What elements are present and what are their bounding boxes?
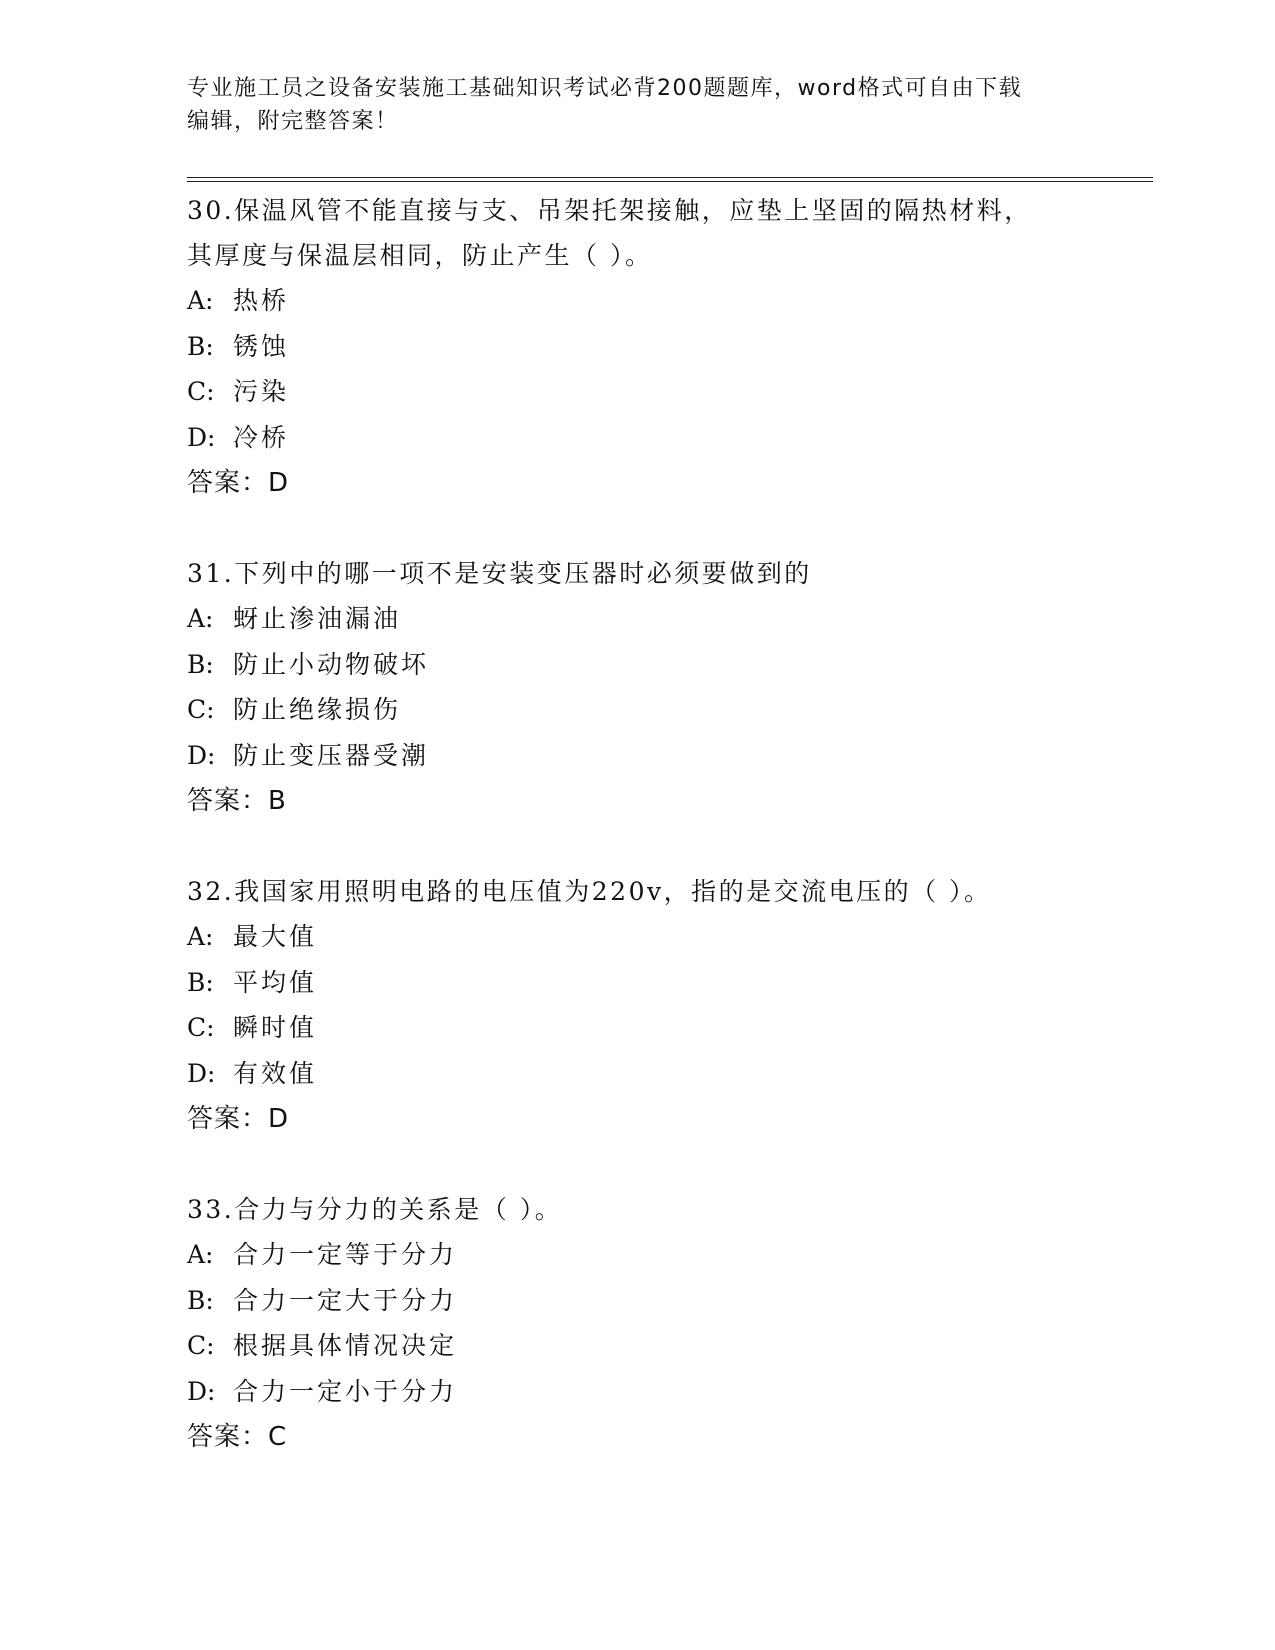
option-a <box>187 278 1147 324</box>
question-text: 32.我国家用照明电路的电压值为220v，指的是交流电压的（ ）。 <box>187 877 992 906</box>
option-key: D: <box>187 740 216 770</box>
option-text: 防止变压器受潮 <box>233 740 430 770</box>
option-key: A: <box>187 922 214 951</box>
question-text: 30.保温风管不能直接与支、吊架托架接触，应垫上坚固的隔热材料， <box>187 196 1032 225</box>
option-key: B: <box>187 331 214 361</box>
option-text: 最大值 <box>233 922 318 951</box>
option-text: 热桥 <box>233 286 290 315</box>
option-b <box>187 960 1147 1006</box>
option-text: 蚜止渗油漏油 <box>233 604 402 633</box>
option-d <box>187 415 1147 461</box>
option-key: A: <box>187 604 214 633</box>
option-key: A: <box>187 1240 214 1269</box>
option-c <box>187 1005 1147 1051</box>
question-list <box>187 188 1147 1505</box>
option-key: A: <box>187 286 214 315</box>
option-c <box>187 369 1147 415</box>
option-c <box>187 687 1147 733</box>
question-text: 33.合力与分力的关系是（ ）。 <box>187 1195 563 1224</box>
option-key: D: <box>187 1376 216 1406</box>
header-line-2: 编辑，附完整答案！ <box>187 109 399 134</box>
option-key: D: <box>187 422 216 452</box>
option-text: 根据具体情况决定 <box>233 1331 458 1360</box>
option-key: C: <box>187 1013 215 1042</box>
option-key: C: <box>187 377 215 406</box>
option-d <box>187 1051 1147 1097</box>
option-text: 防止小动物破坏 <box>233 649 430 679</box>
option-text: 冷桥 <box>233 422 290 452</box>
answer-line: 答案：D <box>187 468 290 498</box>
option-text: 防止绝缘损伤 <box>233 695 402 724</box>
option-text: 平均值 <box>233 967 318 997</box>
option-key: B: <box>187 1285 214 1315</box>
option-text: 有效值 <box>233 1058 318 1088</box>
option-key: D: <box>187 1058 216 1088</box>
question-31 <box>187 551 1147 824</box>
option-b <box>187 1278 1147 1324</box>
option-key: B: <box>187 649 214 679</box>
header-divider <box>187 177 1153 182</box>
option-a <box>187 596 1147 642</box>
answer-line: 答案：B <box>187 786 287 816</box>
option-key: C: <box>187 1331 215 1360</box>
question-text: 其厚度与保温层相同，防止产生（ ）。 <box>187 241 653 270</box>
option-a <box>187 1232 1147 1278</box>
question-text: 31.下列中的哪一项不是安装变压器时必须要做到的 <box>187 559 812 588</box>
option-text: 合力一定大于分力 <box>233 1285 458 1315</box>
question-33 <box>187 1187 1147 1460</box>
answer-line: 答案：C <box>187 1422 288 1452</box>
answer-line: 答案：D <box>187 1104 290 1134</box>
question-32 <box>187 869 1147 1142</box>
option-key: C: <box>187 695 215 724</box>
option-key: B: <box>187 967 214 997</box>
document-header <box>187 72 1087 138</box>
header-line-1: 专业施工员之设备安装施工基础知识考试必背200题题库，word格式可自由下载 <box>187 76 1023 101</box>
option-d <box>187 733 1147 779</box>
option-d <box>187 1369 1147 1415</box>
option-c <box>187 1323 1147 1369</box>
option-text: 瞬时值 <box>233 1013 318 1042</box>
option-b <box>187 642 1147 688</box>
option-b <box>187 324 1147 370</box>
option-text: 污染 <box>233 377 290 406</box>
option-text: 合力一定小于分力 <box>233 1376 458 1406</box>
option-text: 合力一定等于分力 <box>233 1240 458 1269</box>
option-text: 锈蚀 <box>233 331 290 361</box>
question-30 <box>187 188 1147 506</box>
option-a <box>187 914 1147 960</box>
